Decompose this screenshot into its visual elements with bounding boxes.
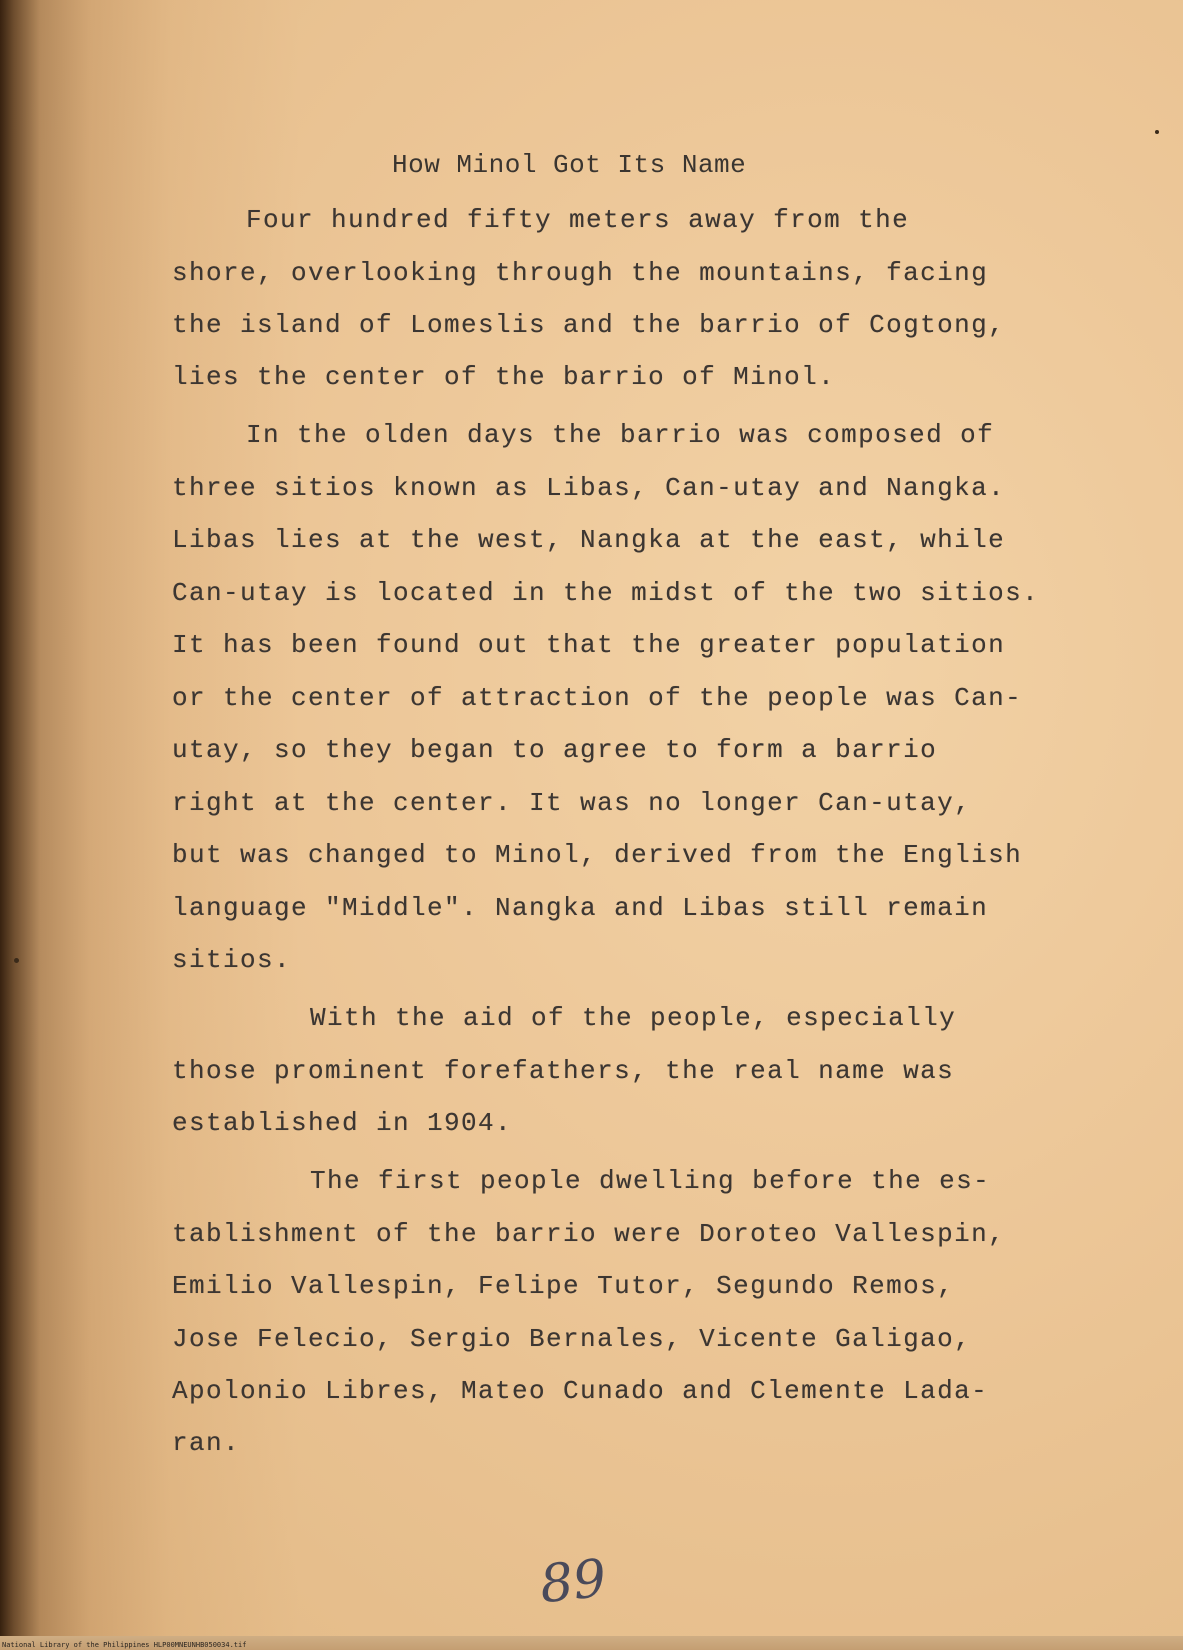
text-line: right at the center. It was no longer Can-utay,: [172, 788, 972, 818]
text-line: three sitios known as Libas, Can-utay and Nangka.: [172, 473, 1006, 503]
text-line: Emilio Vallespin, Felipe Tutor, Segundo Remos,: [172, 1271, 955, 1301]
text-line: or the center of attraction of the people was Can-: [172, 683, 1023, 713]
text-line: sitios.: [172, 945, 292, 975]
text-line: shore, overlooking through the mountains, facing: [172, 258, 989, 288]
text-line: but was changed to Minol, derived from the English: [172, 840, 1023, 870]
text-line: The first people dwelling before the es-: [310, 1166, 991, 1196]
handwritten-page-number: 89: [537, 1548, 610, 1616]
text-line: Jose Felecio, Sergio Bernales, Vicente Galigao,: [172, 1324, 972, 1354]
text-line: With the aid of the people, especially: [310, 1003, 957, 1033]
text-line: Can-utay is located in the midst of the two sitios.: [172, 578, 1040, 608]
text-line: established in 1904.: [172, 1108, 513, 1138]
scan-footer-text: National Library of the Philippines HLP00MNEUNHB050034.tif: [2, 1641, 247, 1649]
text-line: It has been found out that the greater population: [172, 630, 1006, 660]
text-line: In the olden days the barrio was composed of: [246, 420, 995, 450]
text-line: utay, so they began to agree to form a barrio: [172, 735, 938, 765]
text-line: the island of Lomeslis and the barrio of Cogtong,: [172, 310, 1006, 340]
text-line: lies the center of the barrio of Minol.: [172, 362, 836, 392]
scan-footer-strip: [0, 1636, 1183, 1650]
paper-speck: [14, 958, 19, 963]
text-line: language "Middle". Nangka and Libas still remain: [172, 893, 989, 923]
text-line: Libas lies at the west, Nangka at the east, while: [172, 525, 1006, 555]
text-line: ran.: [172, 1428, 241, 1458]
text-line: tablishment of the barrio were Doroteo Vallespin,: [172, 1219, 1006, 1249]
document-title: How Minol Got Its Name: [392, 150, 747, 180]
paper-speck: [1155, 130, 1159, 134]
text-line: Four hundred fifty meters away from the: [246, 205, 910, 235]
text-line: Apolonio Libres, Mateo Cunado and Clemente Lada-: [172, 1376, 989, 1406]
text-line: those prominent forefathers, the real name was: [172, 1056, 955, 1086]
